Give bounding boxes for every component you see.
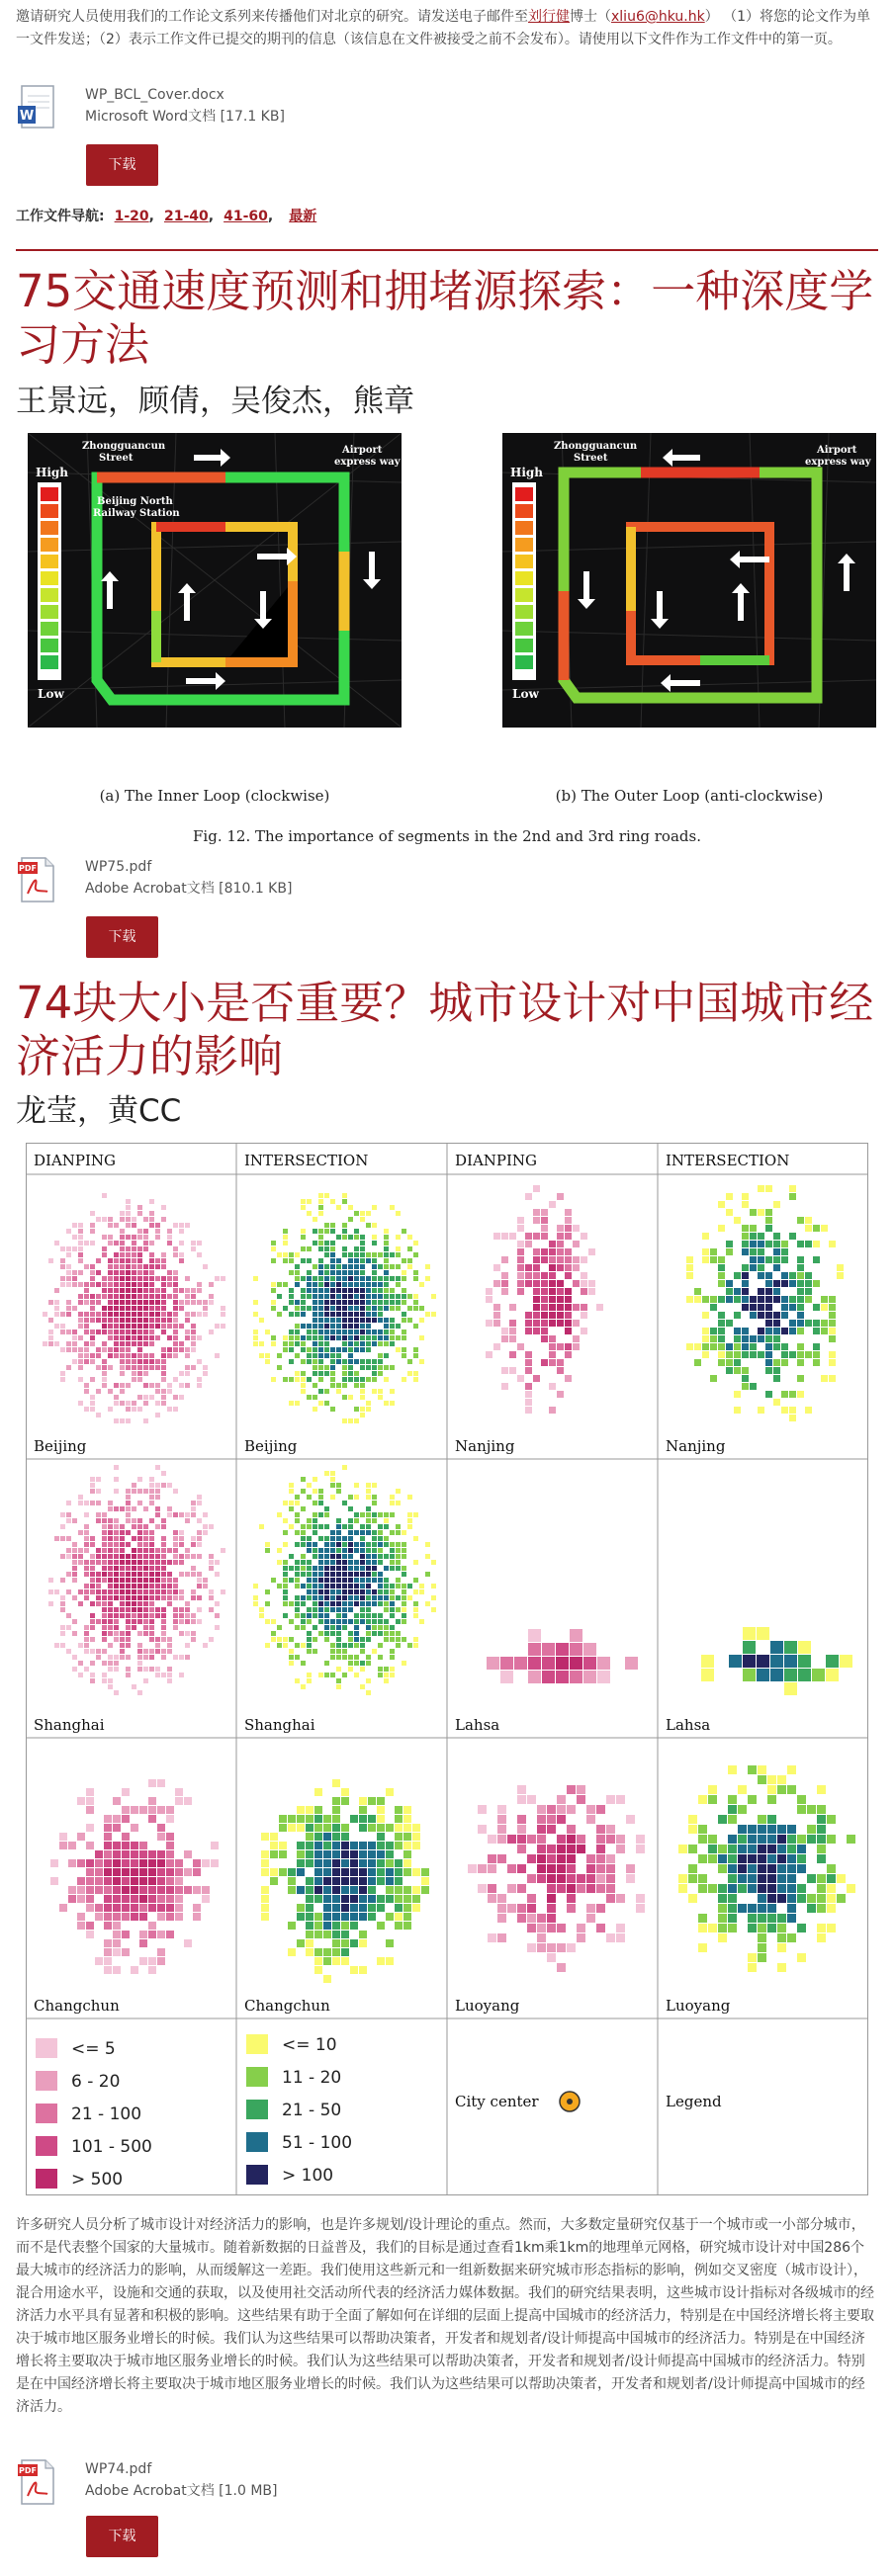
nav-sep: , [208, 209, 215, 224]
legend-item-label: 11 - 20 [282, 2068, 342, 2088]
city-label: Changchun [34, 1997, 120, 2015]
download-button-wp74[interactable]: 下载 [86, 2516, 158, 2557]
file-meta: Adobe Acrobat文档 [1.0 MB] [85, 2483, 278, 2499]
svg-text:Zhongguancun: Zhongguancun [554, 441, 638, 452]
file-entry-wp75 [16, 856, 292, 903]
column-header-dianping: DIANPING [34, 1152, 117, 1169]
legend-swatch [246, 2100, 268, 2119]
column-header-intersection: INTERSECTION [666, 1152, 790, 1169]
working-paper-nav [16, 206, 316, 225]
legend-title: Legend [666, 2093, 722, 2110]
legend-high-label: High [36, 466, 69, 479]
svg-text:Zhongguancun: Zhongguancun [82, 441, 166, 452]
divider [16, 249, 878, 251]
city-label: Nanjing [455, 1437, 515, 1455]
file-meta: Microsoft Word文档 [17.1 KB] [85, 109, 285, 125]
city-label: Luoyang [455, 1997, 520, 2015]
figure-caption: Fig. 12. The importance of segments in the 2nd and 3rd ring roads. [193, 827, 701, 845]
svg-text:High: High [510, 466, 544, 479]
legend-swatch [246, 2034, 268, 2054]
legend-item-label: 101 - 500 [71, 2137, 152, 2157]
legend-item-label: 21 - 100 [71, 2104, 142, 2124]
city-center-label: City center [455, 2093, 539, 2110]
figure-caption-inner: (a) The Inner Loop (clockwise) [99, 787, 330, 805]
paper-abstract-74: 许多研究人员分析了城市设计对经济活力的影响，也是许多规划/设计理论的重点。然而，大多数定量研究仅基于一个城市或一小部分城市，而不是代表整个国家的大量城市。随着新数据的日益普及，我们的目标是通过查看1km乘1km的地理单元网格，研究城市设计对中国286个最大城市的经济活力的影响，从而缓解这一差距。我们使用这些新元和一组新数据来研究城市形态指标的影响，例如交叉密度（城市设计），混合用途水平，设施和交通的获取，以及使用社交活动所代表的经济活力媒体数据。我们的研究结果表明，这些城市设计指标对各级城市的经济活力水平具有显著和积极的影响。这些结果有助于全面了解如何在详细的层面上提高中国城市的经济活力，特别是在中国经济增长将主要取决于城市地区服务业增长的时候。我们认为这些结果可以帮助决策者，开发者和规划者/设计师提高中国城市的经济活力。特别是在中国经济增长将主要取决于城市地区服务业增长的时候。我们认为这些结果可以帮助决策者，开发者和规划者/设计师提高中国城市的经济活力。特别是在中国经济增长将主要取决于城市地区服务业增长的时候。我们认为这些结果可以帮助决策者，开发者和规划者/设计师提高中国城市的经济活力。 [16, 2217, 874, 2415]
legend-swatch [246, 2067, 268, 2087]
intro-text-b: 博士（ [570, 9, 611, 25]
paper-title-75: 75交通速度预测和拥堵源探索：一种深度学习方法 [16, 265, 874, 371]
paper-title-74: 74块大小是否重要？城市设计对中国城市经济活力的影响 [16, 977, 874, 1082]
legend-swatch [246, 2165, 268, 2185]
city-label: Changchun [244, 1997, 330, 2015]
legend-swatch [36, 2104, 57, 2123]
legend-swatch [246, 2132, 268, 2152]
inner-loop-map [28, 433, 402, 728]
intro-paragraph [16, 6, 878, 51]
svg-text:Railway Station: Railway Station [93, 508, 180, 519]
city-label: Lahsa [666, 1716, 711, 1734]
word-doc-icon [16, 84, 57, 131]
file-name[interactable]: WP_BCL_Cover.docx [85, 87, 224, 103]
city-label: Beijing [34, 1437, 87, 1455]
svg-text:Street: Street [99, 453, 134, 464]
legend-item-label: <= 5 [71, 2039, 116, 2059]
download-button-wp75[interactable]: 下载 [86, 916, 158, 958]
legend-swatch [36, 2038, 57, 2058]
intro-text-a: 邀请研究人员使用我们的工作论文系列来传播他们对北京的研究。请发送电子邮件至 [16, 9, 528, 25]
legend-item-label: 51 - 100 [282, 2133, 353, 2153]
city-label: Luoyang [666, 1997, 731, 2015]
svg-text:Airport: Airport [342, 445, 383, 456]
contact-name-link[interactable]: 刘行健 [528, 9, 570, 25]
city-label: Nanjing [666, 1437, 726, 1455]
svg-text:W: W [19, 109, 35, 124]
legend-item-label: <= 10 [282, 2035, 337, 2055]
nav-link-41-60[interactable]: 41-60 [224, 209, 268, 224]
legend-item-label: 21 - 50 [282, 2101, 342, 2120]
legend-item-label: 6 - 20 [71, 2072, 121, 2092]
svg-text:Street: Street [574, 453, 608, 464]
legend-swatch [36, 2169, 57, 2189]
nav-sep: , [148, 209, 154, 224]
file-name[interactable]: WP74.pdf [85, 2461, 152, 2477]
svg-text:express way: express way [805, 457, 871, 468]
file-meta: Adobe Acrobat文档 [810.1 KB] [85, 881, 293, 897]
city-label: Shanghai [34, 1716, 105, 1734]
svg-text:Beijing North: Beijing North [97, 496, 173, 507]
legend-swatch [36, 2071, 57, 2091]
svg-text:Low: Low [512, 687, 539, 701]
figure-caption-outer: (b) The Outer Loop (anti-clockwise) [555, 787, 824, 805]
svg-text:express way: express way [334, 457, 401, 468]
pdf-icon [16, 2458, 57, 2506]
city-label: Shanghai [244, 1716, 315, 1734]
paper-authors-74: 龙莹，黄CC [16, 1093, 182, 1129]
file-entry-wp74 [16, 2458, 278, 2506]
nav-link-21-40[interactable]: 21-40 [163, 209, 209, 224]
legend-low-label: Low [38, 687, 64, 701]
city-label: Lahsa [455, 1716, 500, 1734]
download-button-cover[interactable]: 下载 [86, 144, 158, 186]
nav-label: 工作文件导航: [16, 209, 105, 224]
file-entry-cover [16, 84, 285, 131]
nav-sep: , [267, 209, 274, 224]
nav-link-latest[interactable]: 最新 [289, 209, 317, 224]
paper-authors-75: 王景远，顾倩，吴俊杰，熊章 [16, 384, 414, 419]
column-header-dianping: DIANPING [455, 1152, 538, 1169]
nav-link-1-20[interactable]: 1-20 [114, 209, 149, 224]
pdf-icon [16, 856, 57, 903]
file-name[interactable]: WP75.pdf [85, 859, 152, 875]
svg-text:PDF: PDF [19, 2466, 37, 2475]
column-header-intersection: INTERSECTION [244, 1152, 369, 1169]
svg-text:PDF: PDF [19, 864, 37, 873]
legend-swatch [36, 2136, 57, 2156]
legend-item-label: > 500 [71, 2170, 124, 2190]
contact-email-link[interactable]: xliu6@hku.hk [611, 9, 705, 25]
svg-text:Airport: Airport [817, 445, 857, 456]
outer-loop-map [502, 433, 876, 728]
intro-text-c: ） （1）将您的论文作为单一文件发送；（2）表示工作文件已提交的期刊的信息（该信息在文件被接受之前不会发布）。请使用以下文件作为工作文件中的第一页。 [16, 9, 871, 47]
city-label: Beijing [244, 1437, 298, 1455]
city-center-icon [560, 2092, 580, 2111]
legend-item-label: > 100 [282, 2166, 334, 2186]
vitality-map-figure [26, 1143, 868, 2195]
